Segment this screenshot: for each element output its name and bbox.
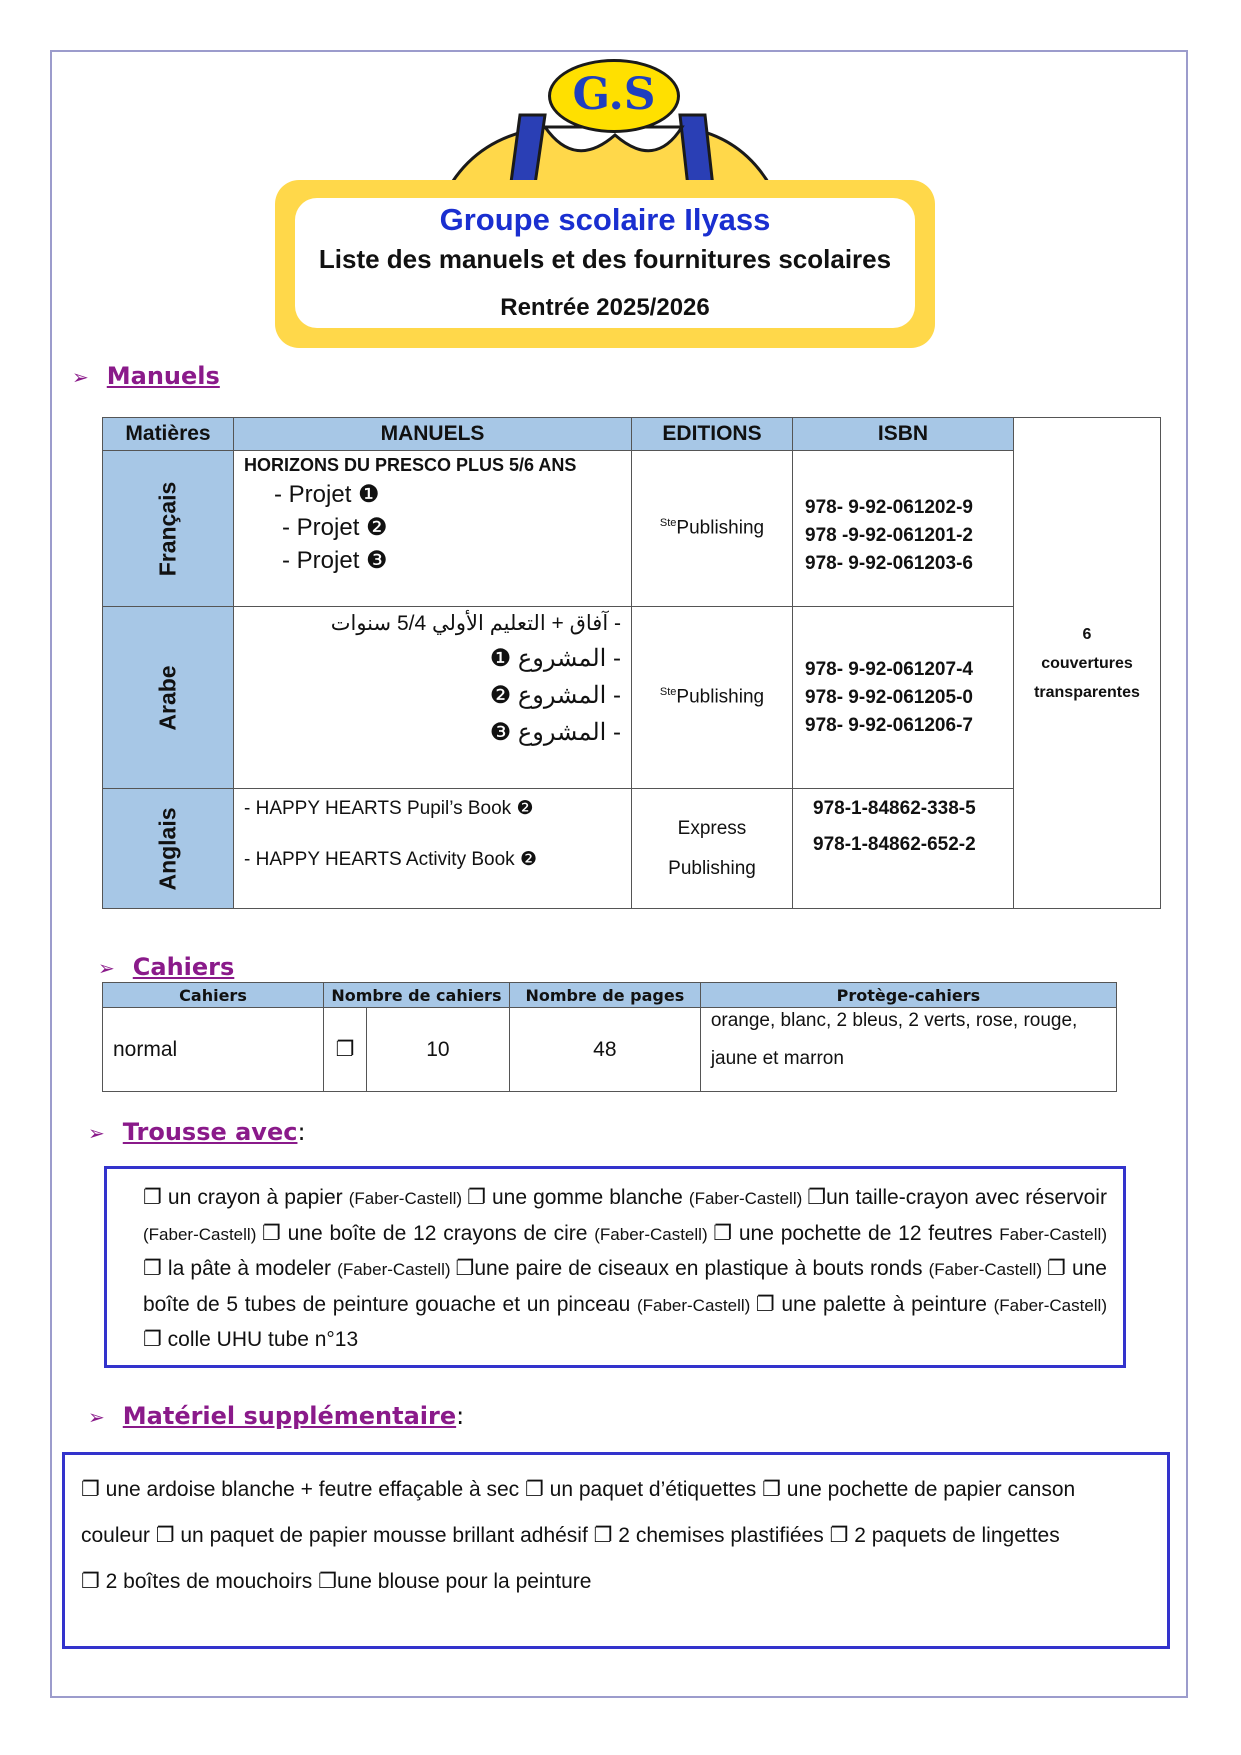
subject-francais: Français xyxy=(103,451,234,607)
arrow-icon: ➢ xyxy=(88,1405,105,1429)
trousse-item-brand: (Faber-Castell) xyxy=(337,1260,456,1279)
cahier-type: normal xyxy=(103,1008,324,1092)
materiel-line-1: ❐ une ardoise blanche + feutre effaçable à sec ❐ un paquet d’étiquettes ❐ une pochette de papier canson xyxy=(81,1478,1076,1501)
subject-anglais: Anglais xyxy=(103,789,234,909)
trousse-item: ❐ une gomme blanche xyxy=(467,1186,689,1209)
trousse-item: ❐ une boîte de 5 tubes de peinture gouache et un pinceau xyxy=(143,1257,1107,1316)
cahier-checkbox: ❐ xyxy=(324,1008,367,1092)
manuels-heading: ➢ Manuels xyxy=(72,362,220,390)
trousse-box xyxy=(104,1166,1126,1368)
cahier-row xyxy=(103,1008,1117,1092)
francais-edition: $^{Ste}$Publishing xyxy=(632,451,793,607)
trousse-item: ❐ colle UHU tube n°13 xyxy=(143,1328,359,1351)
arabe-manuels: - آفاق + التعليم الأولي 5/4 سنوات - المشروع ❶ - المشروع ❷ - المشروع ❸ xyxy=(234,607,632,789)
anglais-edition: Express Publishing xyxy=(632,789,793,909)
col-nombre-cahiers: Nombre de cahiers xyxy=(324,983,510,1008)
col-protege: Protège-cahiers xyxy=(700,983,1116,1008)
trousse-heading: ➢ Trousse avec: xyxy=(88,1118,306,1146)
subject-arabe: Arabe xyxy=(103,607,234,789)
row-francais xyxy=(103,451,1161,607)
trousse-item-brand: Faber-Castell) xyxy=(999,1224,1107,1244)
col-matieres: Matières xyxy=(103,418,234,451)
row-anglais xyxy=(103,789,1161,909)
trousse-item-brand: (Faber-Castell) xyxy=(143,1224,263,1244)
trousse-item-brand: (Faber-Castell) xyxy=(348,1189,468,1208)
trousse-item-brand: (Faber-Castell) xyxy=(928,1260,1047,1279)
materiel-line-2: couleur ❐ un paquet de papier mousse brillant adhésif ❐ 2 chemises plastifiées ❐ 2 paquets de lingettes xyxy=(81,1524,1060,1547)
cahier-count: 10 xyxy=(367,1008,510,1092)
trousse-item: ❐ une pochette de 12 feutres xyxy=(713,1221,1000,1245)
arrow-icon: ➢ xyxy=(72,365,89,389)
arrow-icon: ➢ xyxy=(88,1121,105,1145)
francais-isbn: 978- 9-92-061202-9 978 -9-92-061201-2 978- 9-92-061203-6 xyxy=(793,451,1014,607)
gs-logo: G.S xyxy=(548,59,680,133)
cahier-protege: orange, blanc, 2 bleus, 2 verts, rose, rouge, jaune et marron xyxy=(700,1008,1116,1092)
title-inner xyxy=(295,198,915,328)
materiel-line-3: ❐ 2 boîtes de mouchoirs ❐une blouse pour la peinture xyxy=(81,1570,592,1593)
materiel-box xyxy=(62,1452,1170,1649)
trousse-item: ❐ une boîte de 12 crayons de cire xyxy=(262,1221,595,1245)
manuels-table xyxy=(102,417,1161,909)
trousse-item: ❐une paire de ciseaux en plastique à bouts ronds xyxy=(455,1257,929,1280)
title-banner xyxy=(275,180,935,348)
trousse-item-brand: (Faber-Castell) xyxy=(688,1189,808,1208)
trousse-item-brand: (Faber-Castell) xyxy=(594,1224,714,1244)
col-manuels: MANUELS xyxy=(234,418,632,451)
trousse-item: ❐ un crayon à papier xyxy=(143,1186,349,1209)
header-logo xyxy=(270,55,940,355)
trousse-item: ❐ une palette à peinture xyxy=(755,1292,994,1316)
row-arabe xyxy=(103,607,1161,789)
col-cahiers: Cahiers xyxy=(103,983,324,1008)
anglais-isbn: 978-1-84862-338-5 978-1-84862-652-2 xyxy=(793,789,1014,909)
francais-manuels: HORIZONS DU PRESCO PLUS 5/6 ANS - Projet ❶ - Projet ❷ - Projet ❸ xyxy=(234,451,632,607)
materiel-heading: ➢ Matériel supplémentaire: xyxy=(88,1402,465,1430)
cahiers-heading: ➢ Cahiers xyxy=(98,953,235,981)
arabe-edition: $^{Ste}$Publishing xyxy=(632,607,793,789)
trousse-item-brand: (Faber-Castell) xyxy=(636,1295,756,1315)
trousse-item: ❐un taille-crayon avec réservoir xyxy=(807,1186,1107,1209)
trousse-item-brand: (Faber-Castell) xyxy=(993,1295,1107,1315)
side-note: 6 couvertures transparentes xyxy=(1014,418,1161,909)
school-name: Groupe scolaire Ilyass xyxy=(439,202,771,237)
trousse-item: ❐ la pâte à modeler xyxy=(143,1257,338,1280)
arrow-icon: ➢ xyxy=(98,956,115,980)
trousse-list xyxy=(143,1181,1107,1358)
col-nombre-pages: Nombre de pages xyxy=(509,983,700,1008)
col-isbn: ISBN xyxy=(793,418,1014,451)
school-year: Rentrée 2025/2026 xyxy=(500,294,710,321)
col-editions: EDITIONS xyxy=(632,418,793,451)
document-subtitle: Liste des manuels et des fournitures scolaires xyxy=(318,244,892,274)
arabe-isbn: 978- 9-92-061207-4 978- 9-92-061205-0 978- 9-92-061206-7 xyxy=(793,607,1014,789)
anglais-manuels: - HAPPY HEARTS Pupil’s Book ❷ - HAPPY HEARTS Activity Book ❷ xyxy=(234,789,632,909)
cahier-pages: 48 xyxy=(509,1008,700,1092)
cahiers-table xyxy=(102,982,1117,1092)
